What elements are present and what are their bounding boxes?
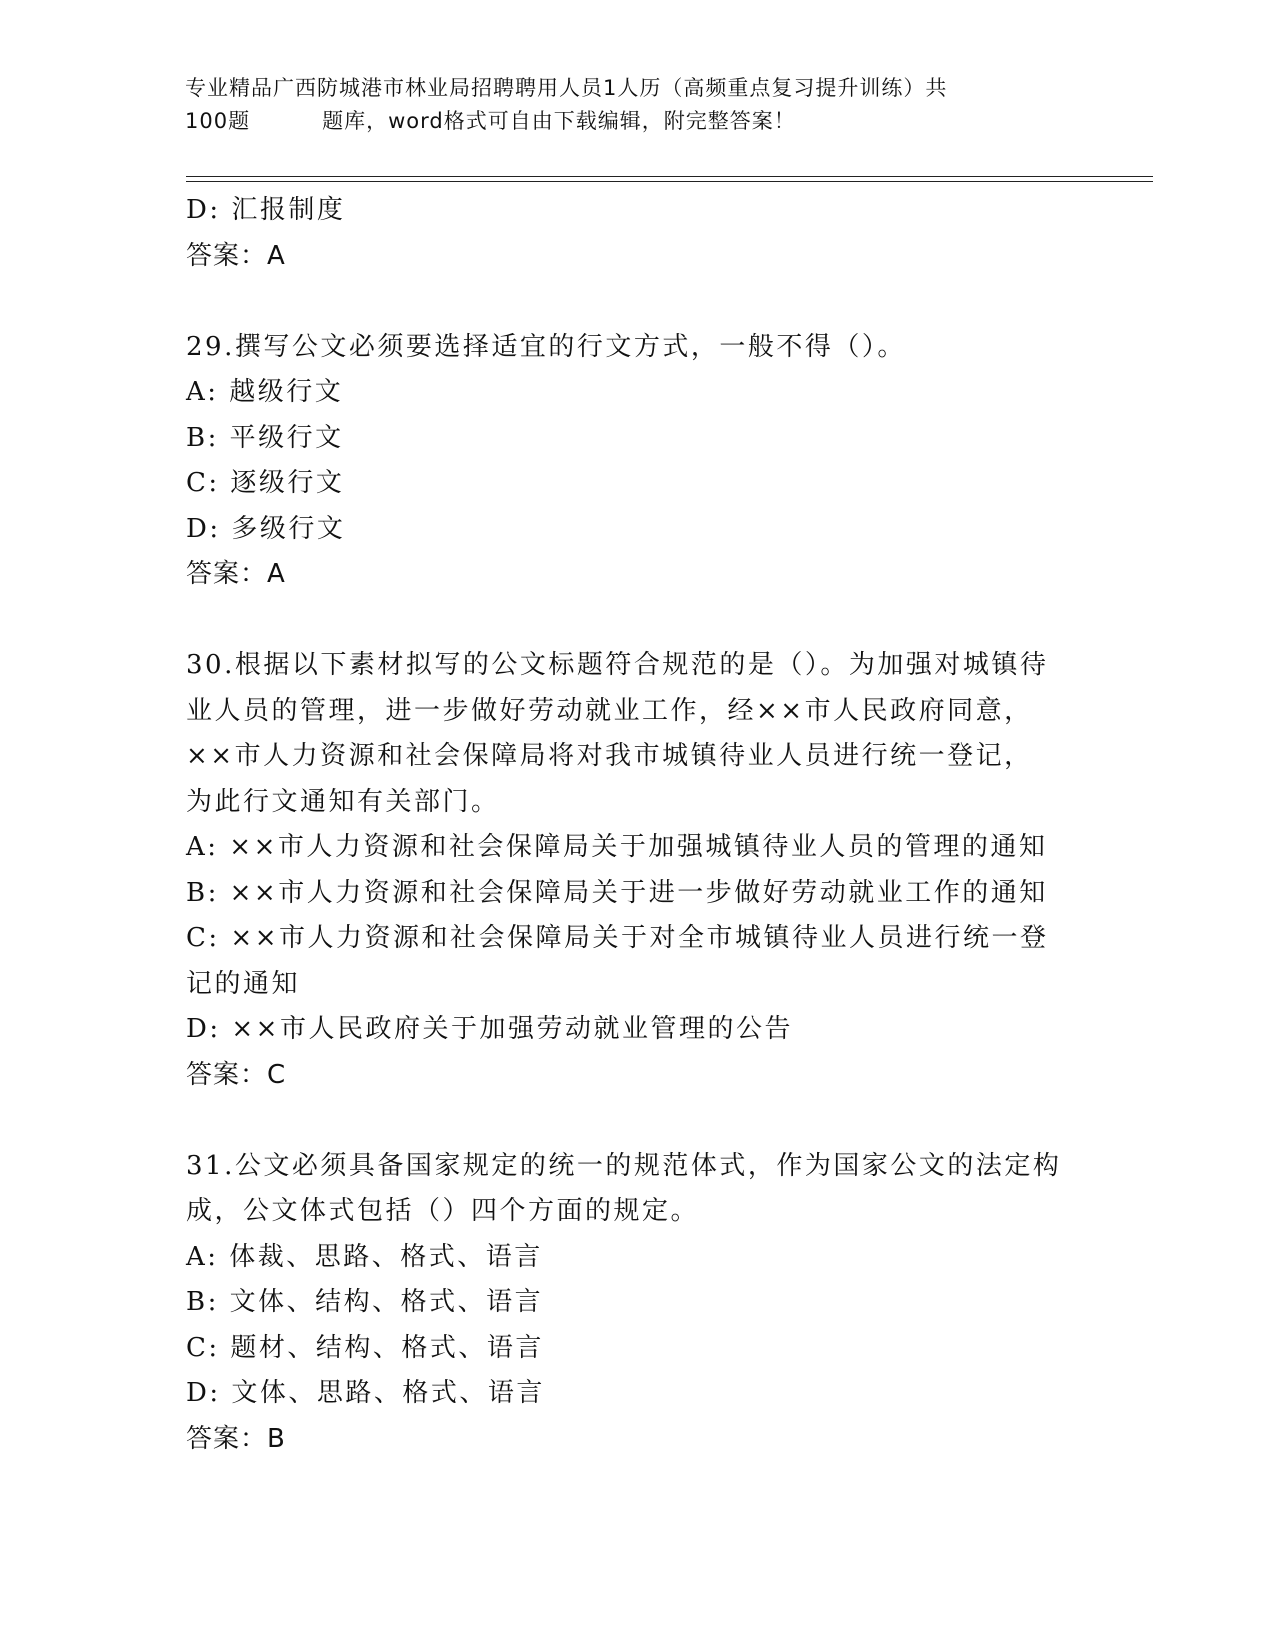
option-d: D: 多级行文: [186, 513, 346, 544]
option-d: D: 汇报制度: [186, 195, 346, 225]
header-divider-bottom: [186, 181, 1153, 182]
header-line-2-right: 题库，word格式可自由下载编辑，附完整答案！: [322, 109, 796, 133]
question-stem-line: 30.根据以下素材拟写的公文标题符合规范的是（）。为加强对城镇待: [186, 650, 1049, 680]
question-stem: 29.撰写公文必须要选择适宜的行文方式，一般不得（）。: [186, 331, 906, 362]
answer: 答案：B: [186, 1423, 286, 1454]
question-31: [186, 1144, 1096, 1463]
document-body: [186, 188, 1096, 1462]
question-30: [186, 643, 1096, 1098]
question-stem-line: 为此行文通知有关部门。: [186, 786, 500, 817]
previous-question-tail: [186, 188, 1096, 279]
question-29: [186, 325, 1096, 598]
question-stem-line: 31.公文必须具备国家规定的统一的规范体式，作为国家公文的法定构: [186, 1150, 1062, 1181]
question-stem-line: ××市人力资源和社会保障局将对我市城镇待业人员进行统一登记，: [186, 741, 1033, 771]
header-line-1: 专业精品广西防城港市林业局招聘聘用人员1人历（高频重点复习提升训练）共: [185, 76, 948, 100]
option-a: A: ××市人力资源和社会保障局关于加强城镇待业人员的管理的通知: [186, 832, 1048, 862]
option-c: C: ××市人力资源和社会保障局关于对全市城镇待业人员进行统一登: [186, 923, 1049, 953]
option-a: A: 体裁、思路、格式、语言: [186, 1241, 543, 1272]
question-stem-line: 成，公文体式包括（）四个方面的规定。: [186, 1196, 700, 1226]
option-a: A: 越级行文: [186, 377, 344, 407]
option-d: D: ××市人民政府关于加强劳动就业管理的公告: [186, 1014, 793, 1044]
page-header: [185, 72, 1085, 138]
header-line-2: [185, 105, 1085, 138]
answer: 答案：A: [186, 240, 286, 271]
option-b: B: ××市人力资源和社会保障局关于进一步做好劳动就业工作的通知: [186, 877, 1048, 908]
answer: 答案：A: [186, 559, 286, 589]
option-b: B: 文体、结构、格式、语言: [186, 1287, 544, 1317]
header-line-2-left: 100题: [185, 109, 251, 133]
option-c: C: 逐级行文: [186, 468, 345, 498]
option-d: D: 文体、思路、格式、语言: [186, 1378, 545, 1408]
question-stem-line: 业人员的管理，进一步做好劳动就业工作，经××市人民政府同意，: [186, 695, 1033, 726]
option-c-continued: 记的通知: [186, 968, 301, 999]
option-b: B: 平级行文: [186, 422, 344, 453]
option-c: C: 题材、结构、格式、语言: [186, 1332, 544, 1363]
answer: 答案：C: [186, 1059, 287, 1090]
header-divider-top: [186, 176, 1153, 177]
